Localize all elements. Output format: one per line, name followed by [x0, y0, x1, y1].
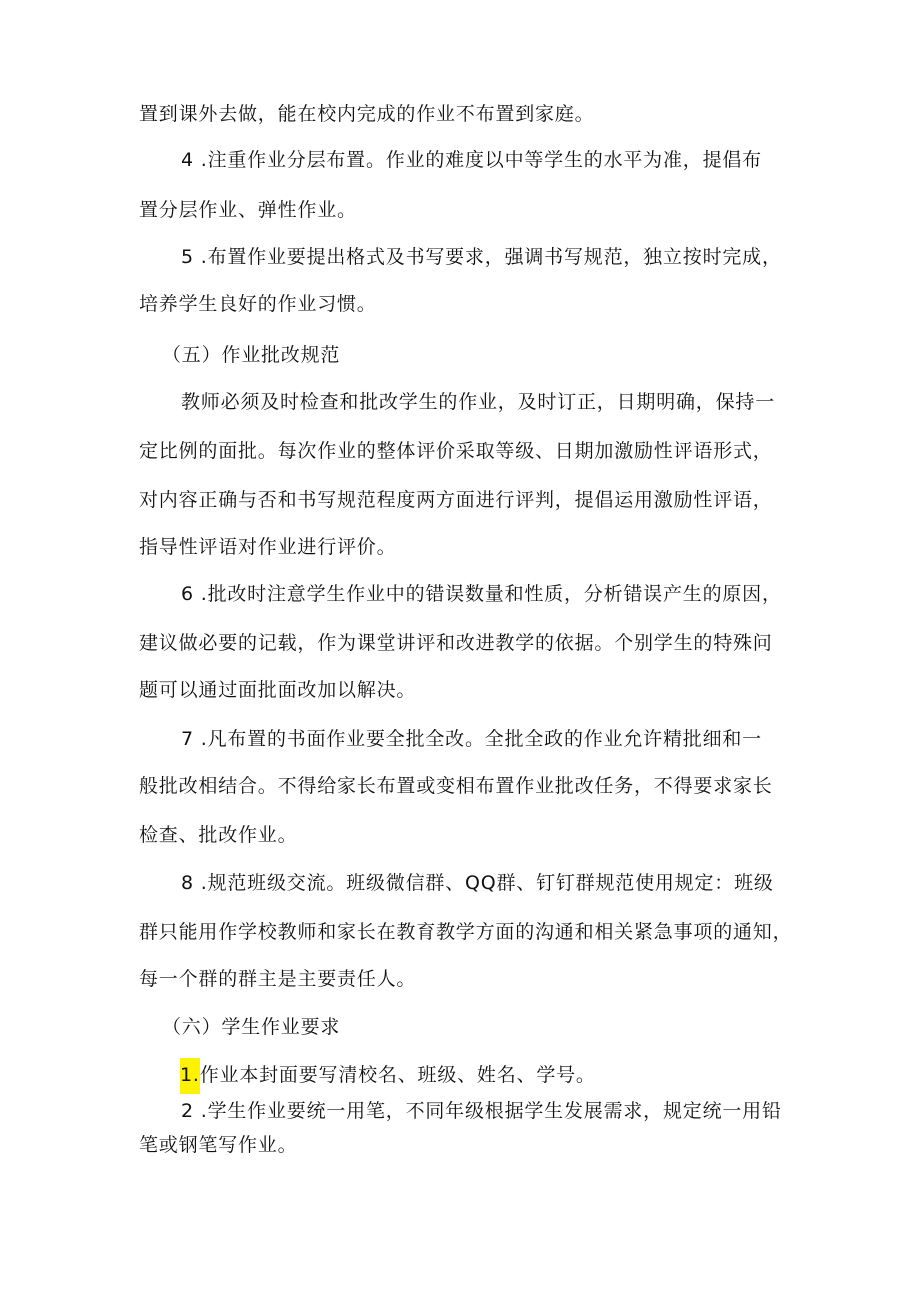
- highlighted-number: 1.: [180, 1058, 200, 1094]
- paragraph-line: 7 .凡布置的书面作业要全批全改。全批全政的作业允许精批细和一: [181, 728, 762, 750]
- paragraph-line: 检查、批改作业。: [139, 824, 298, 846]
- list-item: [180, 1061, 596, 1089]
- paragraph-line: 5 .布置作业要提出格式及书写要求，强调书写规范，独立按时完成，: [181, 246, 782, 268]
- paragraph-line: 置到课外去做，能在校内完成的作业不布置到家庭。: [139, 103, 595, 125]
- paragraph-line: 建议做必要的记载，作为课堂讲评和改进教学的依据。个别学生的特殊问: [139, 632, 773, 654]
- paragraph-line: 培养学生良好的作业习惯。: [139, 293, 377, 315]
- paragraph-line: 对内容正确与否和书写规范程度两方面进行评判，提倡运用激励性评语，: [139, 489, 773, 511]
- paragraph-line: 群只能用作学校教师和家长在教育教学方面的沟通和相关紧急事项的通知，: [139, 921, 793, 943]
- paragraph-line: 6 .批改时注意学生作业中的错误数量和性质，分析错误产生的原因，: [181, 583, 782, 605]
- paragraph-line: 8 .规范班级交流。班级微信群、QQ群、钉钉群规范使用规定：班级: [181, 872, 774, 894]
- paragraph-line: 题可以通过面批面改加以解决。: [139, 679, 417, 701]
- paragraph-line: 指导性评语对作业进行评价。: [139, 536, 397, 558]
- paragraph-line: 置分层作业、弹性作业。: [139, 199, 357, 221]
- paragraph-line: 教师必须及时检查和批改学生的作业，及时订正，日期明确，保持一: [181, 391, 776, 413]
- paragraph-line: 2 .学生作业要统一用笔，不同年级根据学生发展需求，规定统一用铅: [181, 1100, 782, 1122]
- paragraph-line: 4 .注重作业分层布置。作业的难度以中等学生的水平为准，提倡布: [181, 149, 762, 171]
- paragraph-line: 定比例的面批。每次作业的整体评价采取等级、日期加激励性评语形式，: [139, 440, 773, 462]
- paragraph-line: 笔或钢笔写作业。: [139, 1134, 298, 1156]
- paragraph-line: 每一个群的群主是主要责任人。: [139, 968, 417, 990]
- list-item-text: 作业本封面要写清校名、班级、姓名、学号。: [199, 1064, 596, 1086]
- section-heading: （六）学生作业要求: [162, 1016, 341, 1038]
- paragraph-line: 般批改相结合。不得给家长布置或变相布置作业批改任务，不得要求家长: [139, 775, 773, 797]
- section-heading: （五）作业批改规范: [162, 344, 341, 366]
